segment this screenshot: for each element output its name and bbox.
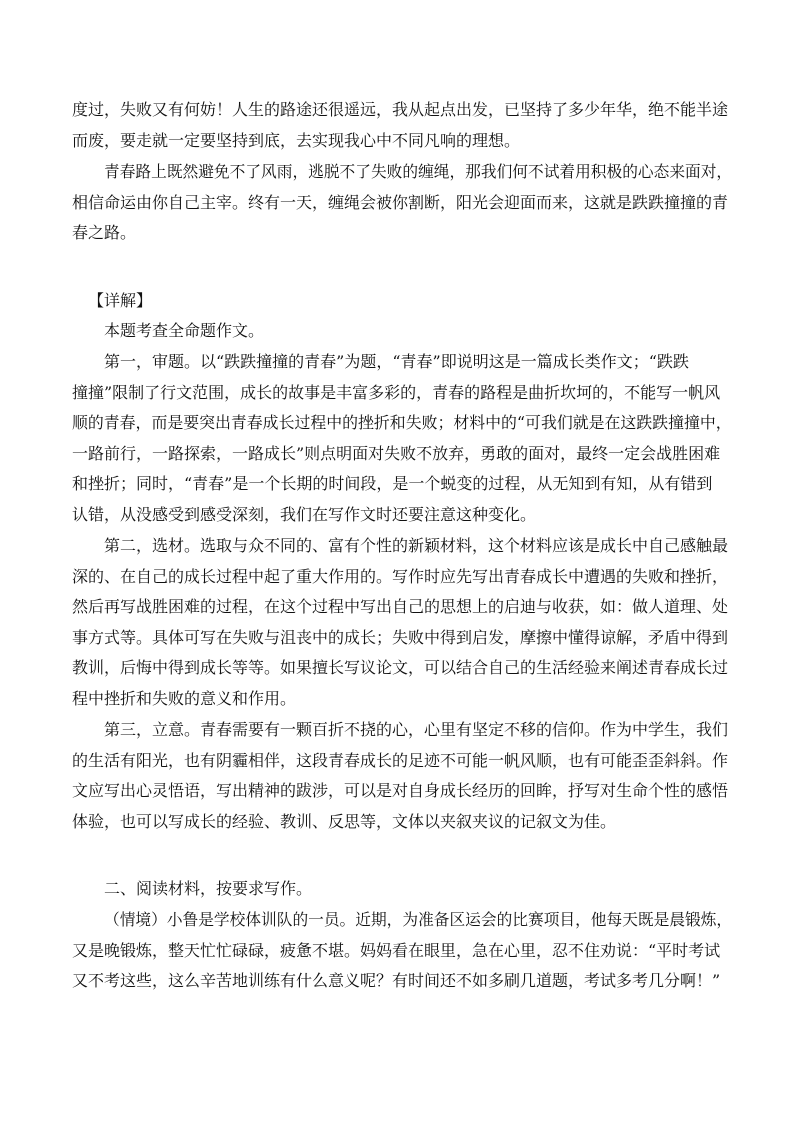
text-line: 第二，选材。选取与众不同的、富有个性的新颖材料，这个材料应该是成长中自己感触最 [104, 536, 729, 555]
text-line: 又是晚锻炼，整天忙忙碌碌，疲惫不堪。妈妈看在眼里，急在心里，忍不住劝说：“平时考试 [72, 940, 721, 960]
text-line: 第三，立意。青春需要有一颗百折不挠的心，心里有坚定不移的信仰。作为中学生，我们 [104, 720, 729, 739]
text-line: （情境）小鲁是学校体训队的一员。近期，为准备区运会的比赛项目，他每天既是晨锻炼， [104, 910, 733, 929]
text-line: 文应写出心灵悟语，写出精神的跋涉，可以是对自身成长经历的回眸，抒写对生命个性的感悟 [72, 781, 729, 800]
text-line: 春之路。 [72, 223, 137, 242]
text-line: 体验，也可以写成长的经验、教训、反思等，文体以夹叙夹议的记叙文为佳。 [72, 811, 617, 831]
text-line: 而废，要走就一定要坚持到底，去实现我心中不同凡响的理想。 [72, 130, 521, 150]
text-line: 第一，审题。以“跌跌撞撞的青春”为题，“青春”即说明这是一篇成长类作文；“跌跌 [104, 352, 689, 371]
question-2-title [72, 874, 732, 905]
text-line: 又不考这些，这么辛苦地训练有什么意义呢？有时间还不如多刷几道题，考试多考几分啊！” [72, 971, 721, 990]
question-title: 二、阅读材料，按要求写作。 [104, 879, 313, 898]
analysis-paragraph-3 [72, 715, 732, 837]
text-line: 本题考查全命题作文。 [104, 321, 265, 340]
text-line: 和挫折；同时，“青春”是一个长期的时间段，是一个蜕变的过程，从无知到有知，从有错到 [72, 474, 713, 493]
text-line: 顺的青春，而是要突出青春成长过程中的挫折和失败；材料中的“可我们就是在这跌跌撞撞中， [72, 413, 732, 432]
text-line: 深的、在自己的成长过程中起了重大作用的。写作时应先写出青春成长中遭遇的失败和挫折， [72, 566, 729, 586]
analysis-paragraph-1 [72, 347, 732, 530]
text-line: 程中挫折和失败的意义和作用。 [72, 688, 297, 708]
analysis-heading [88, 286, 748, 317]
analysis-intro [72, 316, 732, 347]
section-heading: 【详解】 [88, 291, 153, 310]
text-line: 然后再写战胜困难的过程，在这个过程中写出自己的思想上的启迪与收获，如：做人道理、处 [72, 597, 729, 616]
text-line: 青春路上既然避免不了风雨，逃脱不了失败的缠绳，那我们何不试着用积极的心态来面对， [104, 162, 733, 181]
question-2-material [72, 905, 732, 997]
analysis-paragraph-2 [72, 531, 732, 714]
text-line: 一路前行，一路探索，一路成长”则点明面对失败不放弃，勇敢的面对，最终一定会战胜困难 [72, 443, 721, 463]
text-line: 认错，从没感受到感受深刻，我们在写作文时还要注意这种变化。 [72, 504, 537, 524]
text-line: 度过，失败又有何妨！人生的路途还很遥远，我从起点出发，已坚持了多少年华，绝不能半途 [72, 100, 729, 119]
text-line: 的生活有阳光，也有阴霾相伴，这段青春成长的足迹不可能一帆风顺，也有可能歪歪斜斜。作 [72, 750, 729, 770]
text-line: 教训，后悔中得到成长等等。如果擅长写议论文，可以结合自己的生活经验来阐述青春成长过 [72, 658, 729, 677]
conclusion-paragraph [72, 157, 732, 249]
text-line: 相信命运由你自己主宰。终有一天，缠绳会被你割断，阳光会迎面而来，这就是跌跌撞撞的青 [72, 192, 729, 212]
text-line: 撞撞”限制了行文范围，成长的故事是丰富多彩的，青春的路程是曲折坎坷的，不能写一帆风 [72, 382, 721, 402]
text-line: 事方式等。具体可写在失败与沮丧中的成长；失败中得到启发，摩擦中懂得谅解，矛盾中得到 [72, 627, 729, 647]
intro-paragraph [72, 95, 732, 156]
